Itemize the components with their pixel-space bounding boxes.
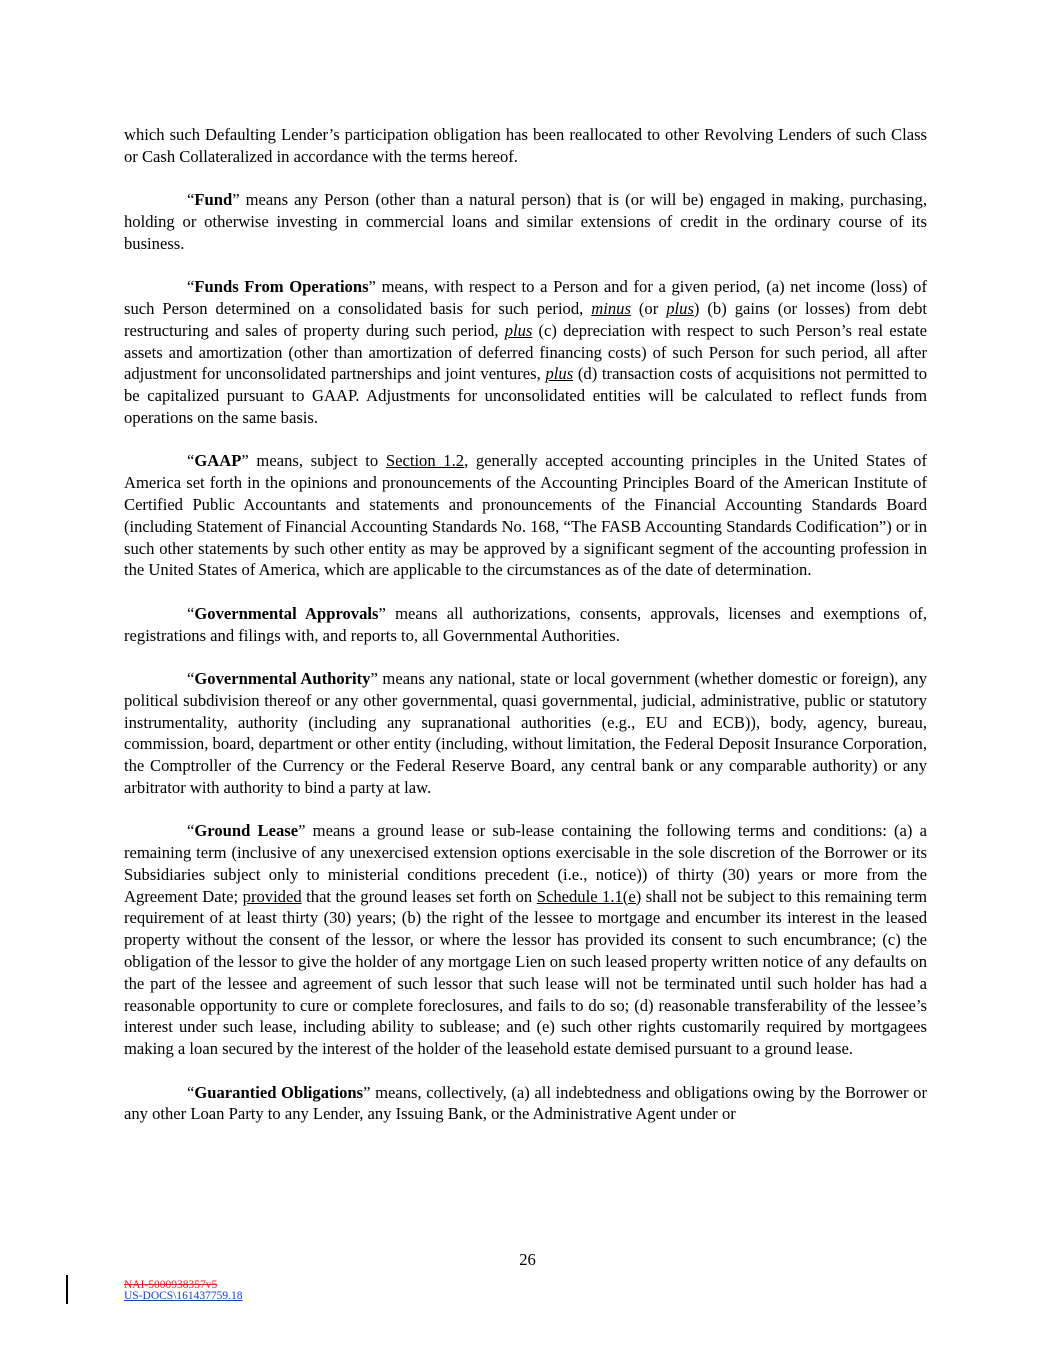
definition-governmental-approvals: “Governmental Approvals” means all authorizations, consents, approvals, licenses and exemptions of, registrations and filings with, and reports to, all Governmental Authorities. [124, 603, 927, 645]
defined-term: Ground Lease [194, 821, 299, 841]
definition-text: means, subject to [248, 451, 386, 471]
definition-text: means, collectively, (a) all indebtedness and obligations owing by the Borrower or any other Loan Party to any Lender, any Issuing Bank, or the Administrative Agent under or [124, 1082, 927, 1124]
defined-term: Fund [194, 190, 233, 210]
emphasis-provided: provided [242, 886, 302, 906]
definition-text: means, with respect to a Person and for a given period, (a) net income (loss) of such Person determined on a consolidated basis for such period, [124, 277, 927, 318]
emphasis-plus: plus [504, 320, 533, 340]
schedule-reference: Schedule 1.1(e) [536, 886, 642, 906]
paragraph-text: which such Defaulting Lender’s participation obligation has been reallocated to other Revolving Lenders of such Class or Cash Collateralized in accordance with the terms hereof. [124, 125, 927, 166]
definition-text: means all authorizations, consents, approvals, licenses and exemptions of, registrations and filings with, and reports to, all Governmental Authorities. [124, 603, 927, 645]
deleted-document-id: NAI-5000938357v5 [124, 1279, 218, 1291]
definition-text: means any national, state or local government (whether domestic or foreign), any political subdivision thereof or any other governmental, quasi governmental, judicial, administrative, public or statutory instrumentality, authority (including any supranational authorities (e.g., EU and ECB)), body, agency, bureau, commission, board, department or other entity (including, without limitation, the Federal Deposit Insurance Corporation, the Comptroller of the Currency or the Federal Reserve Board, any central bank or any comparable authority) or any arbitrator with authority to bind a party at law. [124, 668, 927, 797]
page-number: 26 [519, 1250, 536, 1269]
definition-ground-lease: “Ground Lease” means a ground lease or sub-lease containing the following terms and conditions: (a) a remaining term (inclusive of any unexercised extension options exercisable in the sole discretion of the Borrower or its Subsidiaries subject only to ministerial conditions precedent (i.e., notice)) of thirty (30) years or more from the Agreement Date; provided that the ground leases set forth on Schedule 1.1(e) shall not be subject to this remaining term requirement of at least thirty (30) years; (b) the right of the lessee to mortgage and encumber its interest in the leased property without the consent of the lessor, or where the lessor has provided its consent to such encumbrance; (c) the obligation of the lessor to give the holder of any mortgage Lien on such leased property written notice of any defaults on the part of the lessee and agreement of such lessor that such lease will not be terminated until such holder has had a reasonable opportunity to cure or complete foreclosures, and fails to do so; (d) reasonable transferability of the lessee’s interest under such lease, including ability to sublease; and (e) such other rights customarily required by mortgagees making a loan secured by the interest of the holder of the leasehold estate demised pursuant to a ground lease. [124, 821, 927, 1059]
defined-term: Governmental Authority [194, 668, 371, 688]
definition-text: means a ground lease or sub-lease containing the following terms and conditions: (a) a remaining term (inclusive of any unexercised extension options exercisable in the sole discretion of the Borrower or its Subsidiaries subject only to ministerial conditions precedent (i.e., notice)) of thirty (30) years or more from the Agreement Date; [124, 821, 927, 906]
definition-text: means any Person (other than a natural person) that is (or will be) engaged in making, purchasing, holding or otherwise investing in commercial loans and similar extensions of credit in the ordinary course of its business. [124, 190, 927, 253]
definition-gaap: “GAAP” means, subject to Section 1.2, generally accepted accounting principles in the United States of America set forth in the opinions and pronouncements of the Accounting Principles Board of the American Institute of Certified Public Accountants and statements and pronouncements of the Financial Accounting Standards Board (including Statement of Financial Accounting Standards No. 168, “The FASB Accounting Standards Codification”) or in such other statements by such other entity as may be approved by a significant segment of the accounting profession in the United States of America, which are applicable to the circumstances as of the date of determination. [124, 451, 927, 580]
emphasis-plus: plus [666, 298, 694, 318]
change-bar [66, 1275, 68, 1304]
defined-term: GAAP [194, 451, 242, 471]
defined-term: Guarantied Obligations [194, 1082, 364, 1102]
paragraph-continuation [124, 124, 927, 168]
document-body [124, 124, 927, 1147]
definition-funds-from-operations: “Funds From Operations” means, with respect to a Person and for a given period, (a) net income (loss) of such Person determined on a consolidated basis for such period, minus (or plus) (b) gains (or losses) from debt restructuring and sales of property during such period, plus (c) depreciation with respect to such Person’s real estate assets and amortization (other than amortization of deferred financing costs) of such Person for such period, all after adjustment for unconsolidated partnerships and joint ventures, plus (d) transaction costs of acquisitions not permitted to be capitalized pursuant to GAAP. Adjustments for unconsolidated entities will be calculated to reflect funds from operations on the same basis. [124, 277, 927, 427]
definition-guarantied-obligations: “Guarantied Obligations” means, collectively, (a) all indebtedness and obligations owing by the Borrower or any other Loan Party to any Lender, any Issuing Bank, or the Administrative Agent under or [124, 1082, 927, 1124]
inserted-document-id: US-DOCS\161437759.18 [124, 1290, 243, 1302]
definition-fund: “Fund” means any Person (other than a natural person) that is (or will be) engaged in making, purchasing, holding or otherwise investing in commercial loans and similar extensions of credit in the ordinary course of its business. [124, 190, 927, 253]
definition-governmental-authority: “Governmental Authority” means any national, state or local government (whether domestic or foreign), any political subdivision thereof or any other governmental, quasi governmental, judicial, administrative, public or statutory instrumentality, authority (including any supranational authorities (e.g., EU and ECB)), body, agency, bureau, commission, board, department or other entity (including, without limitation, the Federal Deposit Insurance Corporation, the Comptroller of the Currency or the Federal Reserve Board, any central bank or any comparable authority) or any arbitrator with authority to bind a party at law. [124, 668, 927, 797]
emphasis-minus: minus [591, 298, 631, 318]
defined-term: Funds From Operations [194, 277, 369, 297]
section-reference: Section 1.2 [385, 451, 465, 471]
defined-term: Governmental Approvals [194, 603, 379, 623]
emphasis-plus: plus [545, 364, 574, 384]
